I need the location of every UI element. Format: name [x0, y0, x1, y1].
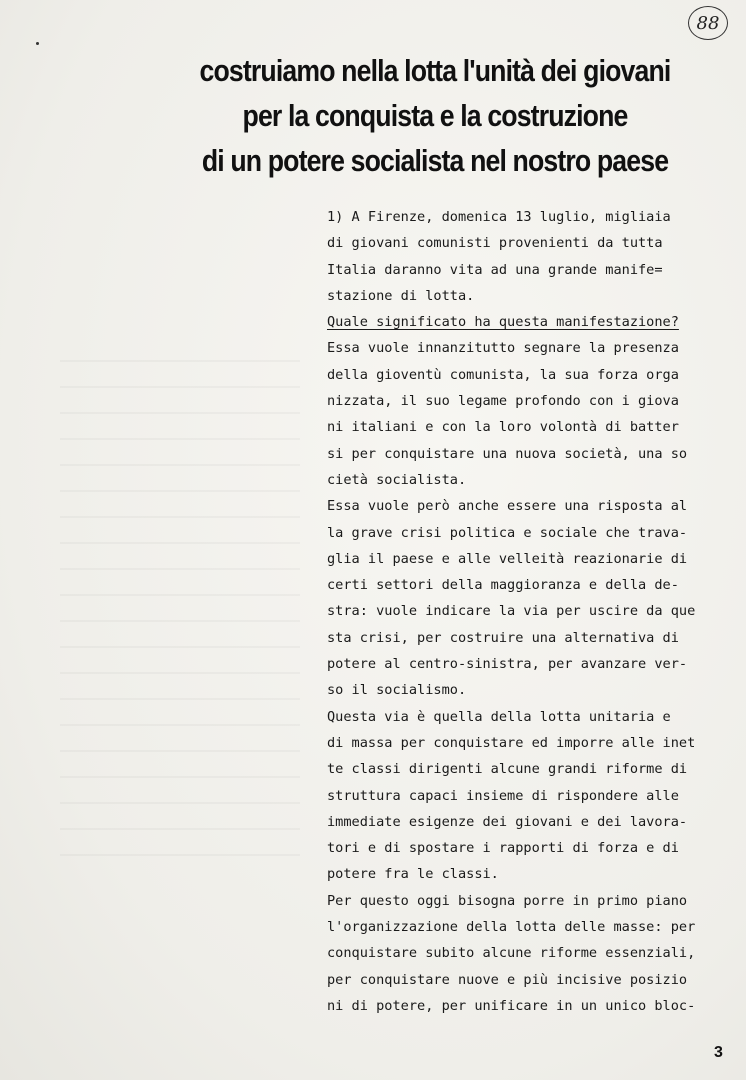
body-line: la grave crisi politica e sociale che trava-: [327, 524, 688, 541]
body-line: Questa via è quella della lotta unitaria e: [327, 708, 671, 725]
body-line: potere al centro-sinistra, per avanzare ver-: [327, 656, 688, 673]
body-line: si per conquistare una nuova società, una so: [327, 445, 688, 462]
body-line: di giovani comunisti provenienti da tutta: [327, 235, 663, 252]
body-line: ni italiani e con la loro volontà di batter: [327, 419, 679, 436]
margin-mark: [36, 42, 39, 45]
body-line: Italia daranno vita ad una grande manife=: [327, 261, 663, 278]
body-line: Essa vuole innanzitutto segnare la presenza: [327, 340, 679, 357]
headline-line-1: costruiamo nella lotta l'unità dei giovani: [199, 53, 671, 88]
body-line: ni di potere, per unificare in un unico bloc-: [327, 997, 696, 1014]
body-line: cietà socialista.: [327, 471, 467, 488]
body-line: immediate esigenze dei giovani e dei lavora-: [327, 813, 688, 830]
body-line: Essa vuole però anche essere una risposta al: [327, 498, 688, 515]
body-line: nizzata, il suo legame profondo con i giova: [327, 393, 679, 410]
body-line: per conquistare nuove e più incisive posizio: [327, 971, 688, 988]
body-line: della gioventù comunista, la sua forza orga: [327, 366, 679, 383]
bleed-through-texture: [60, 360, 300, 880]
body-line: 1) A Firenze, domenica 13 luglio, migliaia: [327, 209, 671, 225]
headline: [181, 48, 688, 183]
body-line: glia il paese e alle velleità reazionarie di: [327, 550, 688, 567]
body-line: potere fra le classi.: [327, 866, 499, 883]
body-line: te classi dirigenti alcune grandi riforme di: [327, 761, 688, 778]
body-line: di massa per conquistare ed imporre alle inet: [327, 734, 696, 751]
body-line: certi settori della maggioranza e della de-: [327, 577, 679, 594]
headline-line-2: per la conquista e la costruzione: [242, 98, 628, 133]
body-line: stazione di lotta.: [327, 287, 475, 304]
handwritten-page-mark: 88: [688, 6, 728, 40]
body-text: [327, 204, 727, 1019]
body-line: struttura capaci insieme di rispondere alle: [327, 787, 679, 804]
body-line: tori e di spostare i rapporti di forza e di: [327, 840, 679, 857]
body-line: so il socialismo.: [327, 682, 467, 699]
section-question: Quale significato ha questa manifestazione?: [327, 314, 679, 331]
body-line: l'organizzazione della lotta delle masse: per: [327, 919, 696, 936]
page-number: 3: [714, 1044, 723, 1061]
body-line: stra: vuole indicare la via per uscire da que: [327, 603, 696, 620]
body-line: Per questo oggi bisogna porre in primo piano: [327, 892, 688, 909]
body-line: conquistare subito alcune riforme essenziali,: [327, 945, 696, 962]
headline-line-3: di un potere socialista nel nostro paese: [201, 143, 669, 178]
body-line: sta crisi, per costruire una alternativa di: [327, 629, 679, 646]
